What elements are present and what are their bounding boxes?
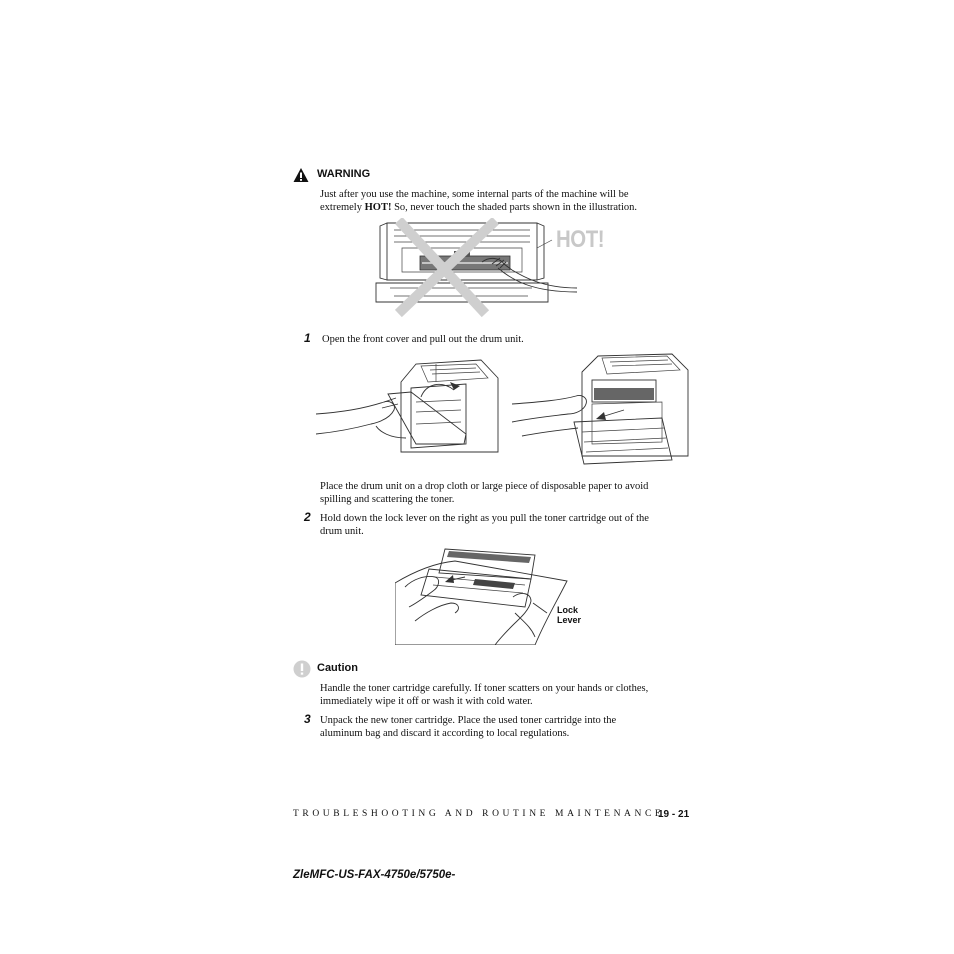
step-1-text: Open the front cover and pull out the drum unit.	[322, 334, 524, 345]
lock-lever-label-line2: Lever	[557, 615, 582, 625]
warning-title: WARNING	[317, 168, 371, 180]
step-1-number: 1	[304, 331, 311, 345]
hot-emphasis: HOT!	[364, 202, 392, 213]
caution-icon	[293, 660, 311, 678]
step-3-text-line2: aluminum bag and discard it according to local regulations.	[320, 728, 570, 739]
step-3-number: 3	[304, 712, 311, 726]
step-2-number: 2	[304, 510, 311, 524]
warning-text-line1: Just after you use the machine, some internal parts of the machine will be	[320, 189, 629, 200]
drum-note-line2: spilling and scattering the toner.	[320, 494, 455, 505]
warning-text-line2: extremely HOT! So, never touch the shaded parts shown in the illustration.	[320, 202, 637, 213]
document-id: ZleMFC-US-FAX-4750e/5750e-	[293, 869, 456, 881]
warning-triangle-icon	[293, 167, 309, 183]
lock-lever-label	[557, 605, 581, 625]
step-3-text	[320, 714, 700, 740]
drum-note-line1: Place the drum unit on a drop cloth or large piece of disposable paper to avoid	[320, 481, 649, 492]
footer-section-title: TROUBLESHOOTING AND ROUTINE MAINTENANCE	[293, 809, 665, 819]
step-2-text-line1: Hold down the lock lever on the right as you pull the toner cartridge out of the	[320, 513, 649, 524]
drum-note	[320, 480, 700, 506]
step-3-text-line1: Unpack the new toner cartridge. Place the used toner cartridge into the	[320, 715, 617, 726]
hot-label: HOT!	[556, 226, 605, 253]
pull-drum-illustration	[512, 352, 692, 468]
open-cover-illustration	[316, 352, 506, 468]
warning-text	[320, 188, 700, 214]
caution-text-line2: immediately wipe it off or wash it with cold water.	[320, 696, 533, 707]
caution-text-line1: Handle the toner cartridge carefully. If toner scatters on your hands or clothes,	[320, 683, 649, 694]
caution-text	[320, 682, 700, 708]
caution-title: Caution	[317, 662, 358, 674]
remove-toner-illustration	[395, 541, 575, 645]
step-2-text	[320, 512, 700, 538]
page-number: 19 - 21	[658, 809, 690, 820]
step-2-text-line2: drum unit.	[320, 526, 364, 537]
lock-lever-label-line1: Lock	[557, 605, 579, 615]
